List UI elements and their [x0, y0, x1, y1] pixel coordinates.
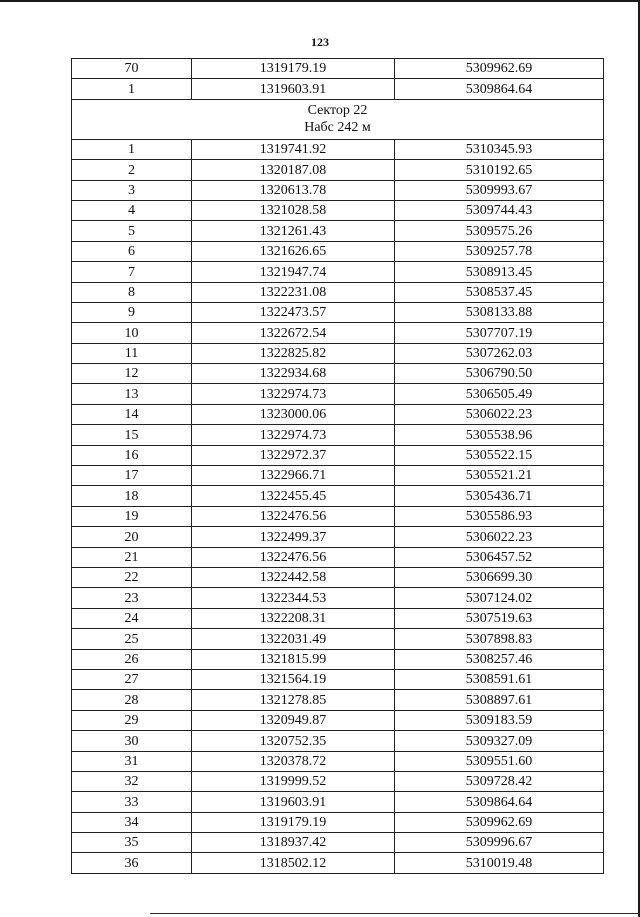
point-number-cell: 16 — [72, 445, 192, 465]
x-coordinate-cell: 1322344.53 — [192, 588, 395, 608]
y-coordinate-cell: 5306022.23 — [395, 527, 604, 547]
x-coordinate-cell: 1322031.49 — [192, 629, 395, 649]
table-row — [72, 690, 604, 710]
x-coordinate-cell: 1322473.57 — [192, 302, 395, 322]
x-coordinate-cell: 1323000.06 — [192, 404, 395, 424]
point-number-cell: 6 — [72, 241, 192, 261]
point-number-cell: 31 — [72, 751, 192, 771]
y-coordinate-cell: 5305538.96 — [395, 425, 604, 445]
y-coordinate-cell: 5307707.19 — [395, 323, 604, 343]
point-number-cell: 29 — [72, 710, 192, 730]
table-row — [72, 262, 604, 282]
x-coordinate-cell: 1319179.19 — [192, 59, 395, 79]
point-number-cell: 70 — [72, 59, 192, 79]
y-coordinate-cell: 5307262.03 — [395, 343, 604, 363]
x-coordinate-cell: 1321261.43 — [192, 221, 395, 241]
point-number-cell: 26 — [72, 649, 192, 669]
x-coordinate-cell: 1322231.08 — [192, 282, 395, 302]
x-coordinate-cell: 1322974.73 — [192, 384, 395, 404]
point-number-cell: 33 — [72, 792, 192, 812]
point-number-cell: 12 — [72, 364, 192, 384]
table-row — [72, 588, 604, 608]
x-coordinate-cell: 1320752.35 — [192, 731, 395, 751]
x-coordinate-cell: 1320613.78 — [192, 180, 395, 200]
sector-title: Сектор 22 — [307, 103, 368, 119]
table-row — [72, 731, 604, 751]
point-number-cell: 4 — [72, 200, 192, 220]
x-coordinate-cell: 1320378.72 — [192, 751, 395, 771]
point-number-cell: 1 — [72, 79, 192, 99]
point-number-cell: 22 — [72, 567, 192, 587]
scan-border-bottom — [150, 913, 640, 914]
table-row — [72, 200, 604, 220]
table-row — [72, 221, 604, 241]
point-number-cell: 28 — [72, 690, 192, 710]
table-row — [72, 364, 604, 384]
y-coordinate-cell: 5309864.64 — [395, 792, 604, 812]
point-number-cell: 7 — [72, 262, 192, 282]
x-coordinate-cell: 1321278.85 — [192, 690, 395, 710]
table-row — [72, 547, 604, 567]
table-row — [72, 343, 604, 363]
table-row — [72, 486, 604, 506]
table-row — [72, 323, 604, 343]
table-row — [72, 425, 604, 445]
point-number-cell: 5 — [72, 221, 192, 241]
x-coordinate-cell: 1320949.87 — [192, 710, 395, 730]
x-coordinate-cell: 1321028.58 — [192, 200, 395, 220]
y-coordinate-cell: 5307124.02 — [395, 588, 604, 608]
x-coordinate-cell: 1318937.42 — [192, 833, 395, 853]
point-number-cell: 3 — [72, 180, 192, 200]
table-row — [72, 669, 604, 689]
y-coordinate-cell: 5308537.45 — [395, 282, 604, 302]
table-row — [72, 527, 604, 547]
y-coordinate-cell: 5309993.67 — [395, 180, 604, 200]
y-coordinate-cell: 5307519.63 — [395, 608, 604, 628]
y-coordinate-cell: 5309962.69 — [395, 59, 604, 79]
table-row — [72, 771, 604, 791]
y-coordinate-cell: 5305522.15 — [395, 445, 604, 465]
point-number-cell: 18 — [72, 486, 192, 506]
y-coordinate-cell: 5305586.93 — [395, 506, 604, 526]
point-number-cell: 14 — [72, 404, 192, 424]
x-coordinate-cell: 1322476.56 — [192, 506, 395, 526]
table-row — [72, 59, 604, 79]
y-coordinate-cell: 5308133.88 — [395, 302, 604, 322]
y-coordinate-cell: 5308897.61 — [395, 690, 604, 710]
y-coordinate-cell: 5308257.46 — [395, 649, 604, 669]
point-number-cell: 17 — [72, 466, 192, 486]
point-number-cell: 34 — [72, 812, 192, 832]
table-row — [72, 384, 604, 404]
x-coordinate-cell: 1322972.37 — [192, 445, 395, 465]
point-number-cell: 2 — [72, 160, 192, 180]
table-row — [72, 160, 604, 180]
point-number-cell: 19 — [72, 506, 192, 526]
table-row — [72, 506, 604, 526]
y-coordinate-cell: 5307898.83 — [395, 629, 604, 649]
y-coordinate-cell: 5306505.49 — [395, 384, 604, 404]
x-coordinate-cell: 1322974.73 — [192, 425, 395, 445]
table-row — [72, 833, 604, 853]
y-coordinate-cell: 5310019.48 — [395, 853, 604, 873]
y-coordinate-cell: 5306022.23 — [395, 404, 604, 424]
coordinates-table-body — [72, 59, 604, 874]
y-coordinate-cell: 5305436.71 — [395, 486, 604, 506]
table-row — [72, 180, 604, 200]
table-row — [72, 853, 604, 873]
point-number-cell: 23 — [72, 588, 192, 608]
y-coordinate-cell: 5309327.09 — [395, 731, 604, 751]
point-number-cell: 27 — [72, 669, 192, 689]
table-row — [72, 608, 604, 628]
sector-header-row — [72, 99, 604, 139]
x-coordinate-cell: 1322208.31 — [192, 608, 395, 628]
y-coordinate-cell: 5306457.52 — [395, 547, 604, 567]
point-number-cell: 9 — [72, 302, 192, 322]
x-coordinate-cell: 1321815.99 — [192, 649, 395, 669]
table-row — [72, 792, 604, 812]
point-number-cell: 1 — [72, 139, 192, 159]
x-coordinate-cell: 1318502.12 — [192, 853, 395, 873]
table-row — [72, 751, 604, 771]
table-row — [72, 79, 604, 99]
table-row — [72, 567, 604, 587]
x-coordinate-cell: 1322499.37 — [192, 527, 395, 547]
point-number-cell: 11 — [72, 343, 192, 363]
x-coordinate-cell: 1319603.91 — [192, 79, 395, 99]
y-coordinate-cell: 5306699.30 — [395, 567, 604, 587]
x-coordinate-cell: 1319741.92 — [192, 139, 395, 159]
sector-header-cell — [72, 99, 604, 139]
y-coordinate-cell: 5309551.60 — [395, 751, 604, 771]
y-coordinate-cell: 5305521.21 — [395, 466, 604, 486]
point-number-cell: 10 — [72, 323, 192, 343]
y-coordinate-cell: 5310345.93 — [395, 139, 604, 159]
y-coordinate-cell: 5306790.50 — [395, 364, 604, 384]
y-coordinate-cell: 5309257.78 — [395, 241, 604, 261]
x-coordinate-cell: 1321626.65 — [192, 241, 395, 261]
point-number-cell: 24 — [72, 608, 192, 628]
point-number-cell: 35 — [72, 833, 192, 853]
point-number-cell: 30 — [72, 731, 192, 751]
x-coordinate-cell: 1321947.74 — [192, 262, 395, 282]
x-coordinate-cell: 1319603.91 — [192, 792, 395, 812]
y-coordinate-cell: 5309728.42 — [395, 771, 604, 791]
table-row — [72, 445, 604, 465]
table-row — [72, 629, 604, 649]
point-number-cell: 15 — [72, 425, 192, 445]
table-row — [72, 241, 604, 261]
table-row — [72, 302, 604, 322]
table-row — [72, 649, 604, 669]
x-coordinate-cell: 1320187.08 — [192, 160, 395, 180]
x-coordinate-cell: 1319179.19 — [192, 812, 395, 832]
x-coordinate-cell: 1322455.45 — [192, 486, 395, 506]
point-number-cell: 21 — [72, 547, 192, 567]
x-coordinate-cell: 1321564.19 — [192, 669, 395, 689]
x-coordinate-cell: 1322966.71 — [192, 466, 395, 486]
point-number-cell: 13 — [72, 384, 192, 404]
x-coordinate-cell: 1322672.54 — [192, 323, 395, 343]
point-number-cell: 36 — [72, 853, 192, 873]
y-coordinate-cell: 5308913.45 — [395, 262, 604, 282]
y-coordinate-cell: 5309996.67 — [395, 833, 604, 853]
table-row — [72, 466, 604, 486]
x-coordinate-cell: 1319999.52 — [192, 771, 395, 791]
y-coordinate-cell: 5309962.69 — [395, 812, 604, 832]
x-coordinate-cell: 1322442.58 — [192, 567, 395, 587]
y-coordinate-cell: 5308591.61 — [395, 669, 604, 689]
y-coordinate-cell: 5309864.64 — [395, 79, 604, 99]
y-coordinate-cell: 5309744.43 — [395, 200, 604, 220]
point-number-cell: 20 — [72, 527, 192, 547]
point-number-cell: 25 — [72, 629, 192, 649]
table-row — [72, 710, 604, 730]
x-coordinate-cell: 1322476.56 — [192, 547, 395, 567]
table-row — [72, 404, 604, 424]
table-row — [72, 139, 604, 159]
page-number: 123 — [311, 35, 329, 49]
scan-border-top — [0, 0, 640, 2]
y-coordinate-cell: 5309183.59 — [395, 710, 604, 730]
x-coordinate-cell: 1322934.68 — [192, 364, 395, 384]
table-row — [72, 282, 604, 302]
y-coordinate-cell: 5309575.26 — [395, 221, 604, 241]
point-number-cell: 8 — [72, 282, 192, 302]
y-coordinate-cell: 5310192.65 — [395, 160, 604, 180]
point-number-cell: 32 — [72, 771, 192, 791]
coordinates-table — [71, 58, 604, 874]
table-row — [72, 812, 604, 832]
sector-elevation: Набс 242 м — [304, 120, 371, 136]
x-coordinate-cell: 1322825.82 — [192, 343, 395, 363]
